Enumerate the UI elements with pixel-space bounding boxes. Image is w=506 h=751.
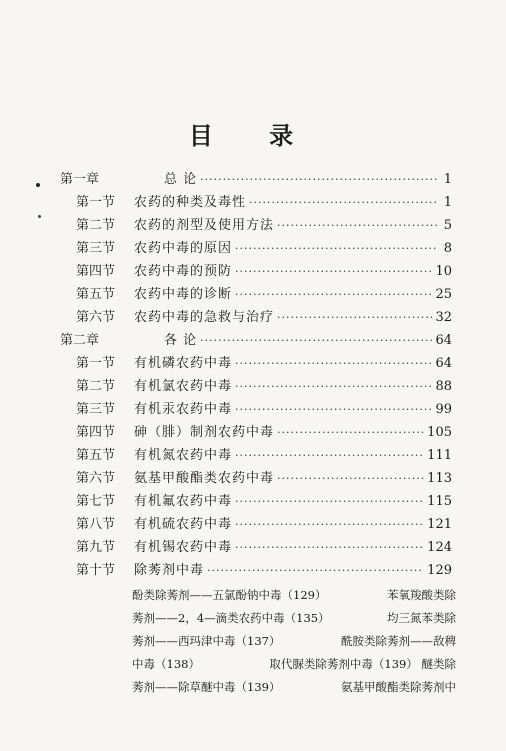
- subtopic-text: 莠剂——除草醚中毒（139）: [132, 680, 281, 694]
- subtopic-text: 中毒（138）: [132, 657, 200, 671]
- dot-leader: [235, 400, 432, 420]
- page-number: 113: [427, 471, 452, 486]
- dot-leader: [277, 469, 424, 489]
- section-label: 第四节: [76, 425, 116, 440]
- section-label: 第五节: [76, 287, 116, 302]
- section-label: 第三节: [76, 241, 116, 256]
- section-title: 有机硫农药中毒: [134, 517, 233, 532]
- page-number: 124: [427, 540, 452, 555]
- page-number: 88: [435, 379, 452, 394]
- section-title: 有机氟农药中毒: [134, 494, 233, 509]
- subtopic-text: 均三氮苯类除: [387, 611, 456, 625]
- toc-section[interactable]: [76, 400, 452, 420]
- dot-leader: [235, 377, 432, 397]
- dot-leader: [235, 446, 424, 466]
- section-label: 第四节: [76, 264, 116, 279]
- section-title: 农药中毒的原因: [134, 241, 233, 256]
- subtopic-text: 酚类除莠剂——五氯酚钠中毒（129）: [132, 588, 327, 602]
- page-number: 1: [443, 195, 452, 210]
- subtopic-line: [132, 607, 456, 630]
- dot-leader: [235, 538, 424, 558]
- toc-section[interactable]: [76, 193, 452, 213]
- page-number: 115: [427, 494, 452, 509]
- toc-section[interactable]: [76, 262, 452, 282]
- toc-chapter-1[interactable]: [60, 170, 452, 190]
- section-label: 第七节: [76, 494, 116, 509]
- toc-section[interactable]: [76, 239, 452, 259]
- page-number: 10: [435, 264, 452, 279]
- section-title: 农药中毒的诊断: [134, 287, 233, 302]
- dot-leader: [235, 285, 432, 305]
- section-title: 有机氮农药中毒: [134, 448, 233, 463]
- section-label: 第六节: [76, 471, 116, 486]
- section-title: 有机氯农药中毒: [134, 379, 233, 394]
- section-title: 农药的种类及毒性: [134, 195, 247, 210]
- chapter-title: 各 论: [164, 333, 198, 348]
- section-label: 第六节: [76, 310, 116, 325]
- dot-leader: [235, 492, 424, 512]
- dot-leader: [235, 354, 432, 374]
- dot-leader: [277, 423, 424, 443]
- toc-section[interactable]: [76, 308, 452, 328]
- section-label: 第五节: [76, 448, 116, 463]
- section-label: 第一节: [76, 195, 116, 210]
- page-number: 64: [435, 356, 452, 371]
- toc-section[interactable]: [76, 285, 452, 305]
- toc-section[interactable]: [76, 354, 452, 374]
- section-title: 农药的剂型及使用方法: [134, 218, 275, 233]
- dot-leader: [235, 515, 424, 535]
- toc-section[interactable]: [76, 377, 452, 397]
- subtopic-line: [132, 584, 456, 607]
- section-title: 氨基甲酸酯类农药中毒: [134, 471, 275, 486]
- subtopic-text: 取代脲类除莠剂中毒（139） 醚类除: [269, 657, 456, 671]
- toc-section[interactable]: [76, 515, 452, 535]
- page-number: 25: [435, 287, 452, 302]
- toc-section[interactable]: [76, 216, 452, 236]
- subtopic-line: [132, 676, 456, 699]
- dot-leader: [277, 308, 432, 328]
- section-label: 第一节: [76, 356, 116, 371]
- page-number: 32: [435, 310, 452, 325]
- page-number: 105: [427, 425, 452, 440]
- toc-section[interactable]: [76, 538, 452, 558]
- page-number: 129: [427, 563, 452, 578]
- chapter-label: 第一章: [60, 172, 100, 187]
- page-title: 目 录: [188, 121, 318, 150]
- toc-section[interactable]: [76, 446, 452, 466]
- page-mark: [38, 215, 41, 218]
- section-label: 第二节: [76, 218, 116, 233]
- toc-section[interactable]: [76, 561, 452, 581]
- page-number: 8: [443, 241, 452, 256]
- chapter-title: 总 论: [164, 172, 198, 187]
- section-label: 第二节: [76, 379, 116, 394]
- section-title: 除莠剂中毒: [134, 563, 205, 578]
- page-number: 99: [435, 402, 452, 417]
- subtopic-line: [132, 630, 456, 653]
- subtopic-text: 酰胺类除莠剂——敌稗: [341, 634, 456, 648]
- toc-chapter-2[interactable]: [60, 331, 452, 351]
- section-label: 第九节: [76, 540, 116, 555]
- section-title: 有机磷农药中毒: [134, 356, 233, 371]
- subtopic-text: 莠剂——西玛津中毒（137）: [132, 634, 281, 648]
- subtopic-text: 苯氧羧酸类除: [387, 588, 456, 602]
- toc-section[interactable]: [76, 469, 452, 489]
- section-title: 农药中毒的预防: [134, 264, 233, 279]
- page-number: 121: [427, 517, 452, 532]
- dot-leader: [200, 170, 437, 190]
- toc-section[interactable]: [76, 423, 452, 443]
- section-title: 有机锡农药中毒: [134, 540, 233, 555]
- page-number: 64: [435, 333, 452, 348]
- dot-leader: [235, 262, 432, 282]
- section-label: 第三节: [76, 402, 116, 417]
- chapter-label: 第二章: [60, 333, 100, 348]
- dot-leader: [200, 331, 432, 351]
- section-title: 农药中毒的急救与治疗: [134, 310, 275, 325]
- subtopic-text: 莠剂——2，4—滴类农药中毒（135）: [132, 611, 330, 625]
- toc-section[interactable]: [76, 492, 452, 512]
- section-title: 有机汞农药中毒: [134, 402, 233, 417]
- dot-leader: [249, 193, 437, 213]
- page-mark: [36, 183, 40, 187]
- section-title: 砷（腓）制剂农药中毒: [134, 425, 275, 440]
- subtopic-text: 氨基甲酸酯类除莠剂中: [341, 680, 456, 694]
- page-number: 5: [443, 218, 452, 233]
- section-label: 第八节: [76, 517, 116, 532]
- dot-leader: [277, 216, 437, 236]
- page-number: 1: [443, 172, 452, 187]
- page-number: 111: [427, 448, 452, 463]
- section-label: 第十节: [76, 563, 116, 578]
- subtopic-line: [132, 653, 456, 676]
- dot-leader: [207, 561, 424, 581]
- dot-leader: [235, 239, 437, 259]
